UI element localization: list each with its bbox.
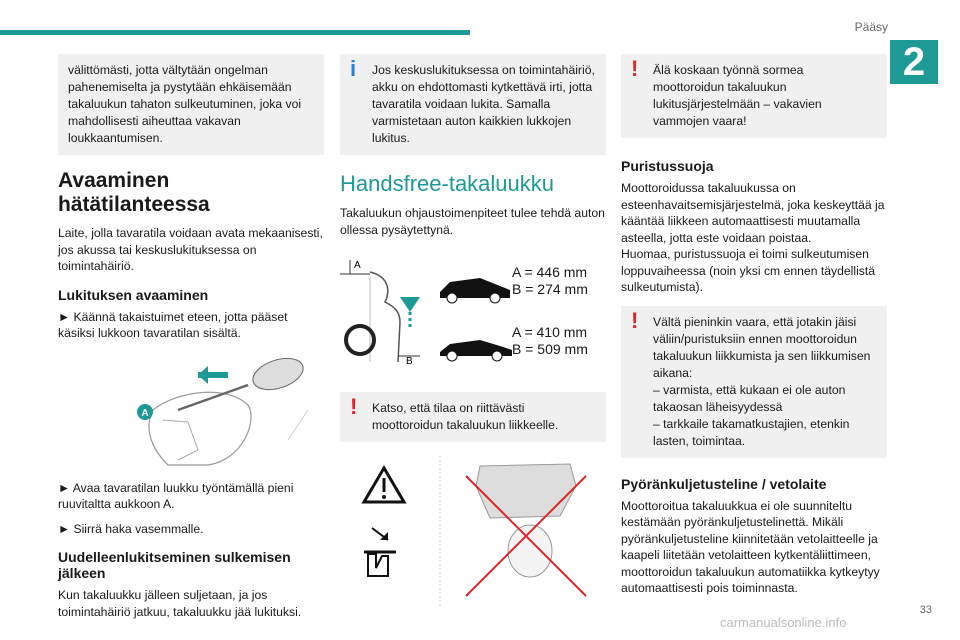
watermark: carmanualsonline.info bbox=[720, 615, 847, 630]
pinch-warning-illustration bbox=[340, 456, 606, 606]
warning-icon: ! bbox=[631, 307, 639, 333]
column-2 bbox=[340, 54, 606, 606]
heading-relock: Uudelleenlukitseminen sulkemisen jälkeen bbox=[58, 549, 291, 581]
warning-icon: ! bbox=[350, 394, 358, 419]
info-text: Jos keskuslukituksessa on toimintahäiriö, akku on ehdottomasti kytkettävä irti, jotta tavaratila voidaan lukita. Samalla varmistetaan auton kaikkien lukkojen lukitus. bbox=[372, 63, 595, 145]
warning-item: – tarkkaile takamatkustajien, etenkin lasten, toimintaa. bbox=[653, 416, 850, 448]
warning-icon: ! bbox=[631, 56, 639, 81]
measurement-b-2: B = 509 mm bbox=[512, 341, 588, 357]
warning-text: Älä koskaan työnnä sormea moottoroidun takaluukun lukitusjärjestelmään – vakavien vammojen vaara! bbox=[653, 63, 822, 128]
box-text: välittömästi, jotta vältytään ongelman pahenemiselta ja pystytään ehkäisemään takaluukun tahaton sulkeutuminen, joka voi mahdollisesti aiheuttaa vakavan loukkaantumisen. bbox=[68, 63, 302, 145]
heading-handsfree: Handsfree-takaluukku bbox=[340, 171, 555, 196]
heading-emergency-opening: Avaaminen hätätilanteessa bbox=[58, 169, 210, 216]
paragraph: ► Siirrä haka vasemmalle. bbox=[58, 521, 204, 536]
warning-box bbox=[621, 54, 887, 138]
paragraph: ► Avaa tavaratilan luukku työntämällä pieni ruuvitaltta aukkoon A. bbox=[58, 480, 294, 511]
paragraph: ► Käännä takaistuimet eteen, jotta pääset käsiksi lukkoon tavaratilan sisältä. bbox=[58, 309, 288, 340]
paragraph: Huomaa, puristussuoja ei toimi sulkeutumisen loppuvaiheessa (noin yksi cm ennen täydellistä sulkeutumista). bbox=[621, 247, 876, 294]
warning-text: Vältä pieninkin vaara, että jotakin jäisi väliin/puristuksiin ennen moottoroidun takaluukun liikkumista ja sen liikkumisen aikana: bbox=[653, 314, 871, 380]
paragraph: Kun takaluukku jälleen suljetaan, ja jos toimintahäiriö jatkuu, takaluukku jää lukituksi. bbox=[58, 588, 302, 619]
measurement-b-1: B = 274 mm bbox=[512, 281, 588, 297]
chapter-number: 2 bbox=[890, 40, 938, 84]
column-3 bbox=[621, 54, 887, 605]
lock-release-illustration bbox=[58, 350, 324, 468]
measurement-a-2: A = 410 mm bbox=[512, 324, 588, 340]
accent-bar bbox=[0, 30, 470, 35]
info-box bbox=[340, 54, 606, 155]
clearance-diagram bbox=[340, 252, 606, 370]
paragraph: Takaluukun ohjaustoimenpiteet tulee tehdä auton ollessa pysäytettynä. bbox=[340, 206, 605, 237]
warning-item: – varmista, että kukaan ei ole auton takaosan läheisyydessä bbox=[653, 382, 846, 414]
heading-unlock: Lukituksen avaaminen bbox=[58, 286, 209, 303]
warning-text: Katso, että tilaa on riittävästi moottoroidun takaluukun liikkeelle. bbox=[372, 401, 559, 432]
measurement-a-1: A = 446 mm bbox=[512, 264, 588, 280]
section-title: Pääsy bbox=[854, 20, 888, 34]
paragraph: Moottoroidussa takaluukussa on esteenhavaitsemisjärjestelmä, joka keskeyttää ja kääntää liikkeen automaattisesti muutamalla asteella, jotta este voidaan poistaa. bbox=[621, 181, 885, 245]
label-a: A bbox=[141, 407, 149, 419]
label-a: A bbox=[354, 260, 361, 271]
warning-continuation-box bbox=[58, 54, 324, 155]
label-b: B bbox=[406, 356, 413, 367]
paragraph: Moottoroitua takaluukkua ei ole suunniteltu kestämään pyöränkuljetustelinettä. Mikäli pyöränkuljetusteline kiinnitetään vetolaitteelle ja kaapeli liitetään vetolaitteen kytkentäliittimeen, moottoroidun takaluukun automatiikka kytkeytyy automaattisesti pois toiminnasta. bbox=[621, 498, 880, 595]
page-number: 33 bbox=[919, 604, 932, 616]
heading-pinch-protection: Puristussuoja bbox=[621, 158, 714, 174]
heading-bike-carrier: Pyöränkuljetusteline / vetolaite bbox=[621, 475, 827, 492]
info-icon: i bbox=[350, 56, 357, 81]
warning-box bbox=[340, 392, 606, 442]
warning-box bbox=[621, 306, 887, 458]
paragraph: Laite, jolla tavaratila voidaan avata mekaanisesti, jos akussa tai keskuslukituksessa on toimintahäiriö. bbox=[58, 226, 323, 273]
column-1 bbox=[58, 54, 324, 628]
